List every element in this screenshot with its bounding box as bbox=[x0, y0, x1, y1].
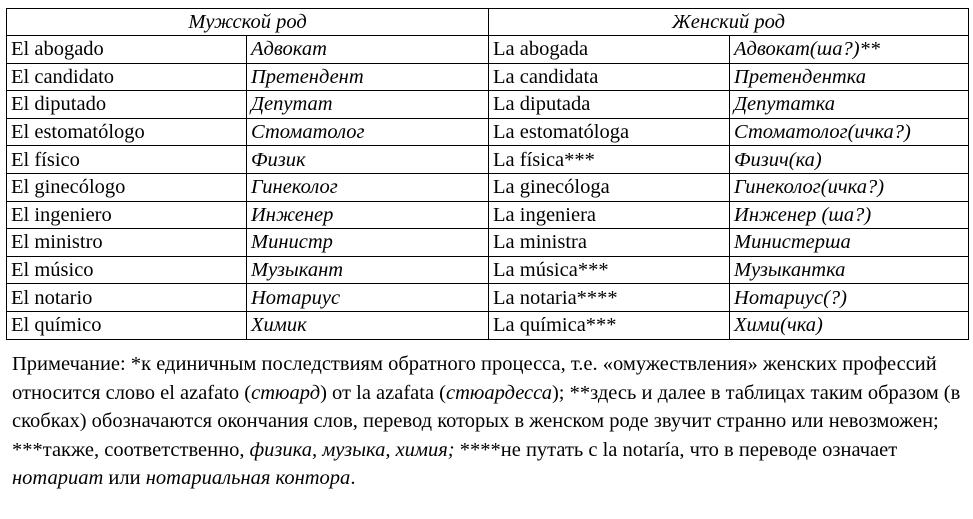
professions-table bbox=[6, 8, 969, 340]
masculine-russian-cell: Стоматолог bbox=[247, 118, 489, 146]
masculine-russian-cell: Адвокат bbox=[247, 36, 489, 64]
masculine-spanish-cell: El notario bbox=[7, 284, 247, 312]
table-row bbox=[7, 201, 969, 229]
feminine-spanish-cell: La candidata bbox=[489, 63, 730, 91]
masculine-spanish-cell: El ingeniero bbox=[7, 201, 247, 229]
masculine-russian-cell: Химик bbox=[247, 311, 489, 339]
table-row bbox=[7, 173, 969, 201]
note-text-6: . bbox=[350, 467, 356, 490]
masculine-spanish-cell: El abogado bbox=[7, 36, 247, 64]
note-italic-notariat: нотариат bbox=[12, 467, 104, 490]
masculine-spanish-cell: El físico bbox=[7, 146, 247, 174]
feminine-spanish-cell: La notaria**** bbox=[489, 284, 730, 312]
feminine-spanish-cell: La ingeniera bbox=[489, 201, 730, 229]
note-text-1: Примечание: *к единичным последствиям обратного процесса, т.е. «омужествления» женских профессий относится слово el azafato ( bbox=[12, 353, 937, 404]
masculine-russian-cell: Претендент bbox=[247, 63, 489, 91]
masculine-spanish-cell: El químico bbox=[7, 311, 247, 339]
feminine-spanish-cell: La química*** bbox=[489, 311, 730, 339]
feminine-spanish-cell: La diputada bbox=[489, 91, 730, 119]
masculine-russian-cell: Инженер bbox=[247, 201, 489, 229]
header-row bbox=[7, 9, 969, 36]
table-row bbox=[7, 284, 969, 312]
masculine-spanish-cell: El estomatólogo bbox=[7, 118, 247, 146]
note-italic-office: нотариальная контора bbox=[145, 467, 351, 490]
table-row bbox=[7, 146, 969, 174]
feminine-russian-cell: Министерша bbox=[730, 229, 969, 257]
table-row bbox=[7, 118, 969, 146]
feminine-russian-cell: Нотариус(?) bbox=[730, 284, 969, 312]
note-text-5: или bbox=[103, 467, 146, 490]
masculine-russian-cell: Музыкант bbox=[247, 256, 489, 284]
feminine-russian-cell: Музыкантка bbox=[730, 256, 969, 284]
feminine-spanish-cell: La música*** bbox=[489, 256, 730, 284]
masculine-spanish-cell: El diputado bbox=[7, 91, 247, 119]
masculine-russian-cell: Депутат bbox=[247, 91, 489, 119]
feminine-russian-cell: Депутатка bbox=[730, 91, 969, 119]
feminine-russian-cell: Претендентка bbox=[730, 63, 969, 91]
masculine-spanish-cell: El ginecólogo bbox=[7, 173, 247, 201]
feminine-russian-cell: Хими(чка) bbox=[730, 311, 969, 339]
footnote bbox=[12, 350, 967, 493]
masculine-russian-cell: Министр bbox=[247, 229, 489, 257]
note-italic-stewardess: стюардесса bbox=[446, 381, 552, 404]
table-row bbox=[7, 91, 969, 119]
feminine-header: Женский род bbox=[489, 9, 969, 36]
note-text-4: ****не путать с la notaría, что в переводе означает bbox=[454, 438, 898, 461]
table-row bbox=[7, 256, 969, 284]
note-italic-sciences: физика, музыка, химия; bbox=[249, 438, 455, 461]
feminine-spanish-cell: La ministra bbox=[489, 229, 730, 257]
table-row bbox=[7, 311, 969, 339]
masculine-russian-cell: Гинеколог bbox=[247, 173, 489, 201]
masculine-russian-cell: Нотариус bbox=[247, 284, 489, 312]
note-text-2: ) от la azafata ( bbox=[320, 381, 447, 404]
feminine-russian-cell: Инженер (ша?) bbox=[730, 201, 969, 229]
table-body bbox=[7, 36, 969, 340]
masculine-spanish-cell: El candidato bbox=[7, 63, 247, 91]
note-text-3: ); **здесь и далее в таблицах таким образом (в скобках) обозначаются окончания слов, перевод которых в женском роде звучит странно или невозможен; ***также, соответственно, bbox=[12, 381, 961, 461]
masculine-spanish-cell: El ministro bbox=[7, 229, 247, 257]
feminine-russian-cell: Гинеколог(ичка?) bbox=[730, 173, 969, 201]
table-row bbox=[7, 229, 969, 257]
feminine-spanish-cell: La ginecóloga bbox=[489, 173, 730, 201]
feminine-spanish-cell: La estomatóloga bbox=[489, 118, 730, 146]
masculine-russian-cell: Физик bbox=[247, 146, 489, 174]
feminine-russian-cell: Адвокат(ша?)** bbox=[730, 36, 969, 64]
feminine-spanish-cell: La física*** bbox=[489, 146, 730, 174]
feminine-russian-cell: Физич(ка) bbox=[730, 146, 969, 174]
table-row bbox=[7, 36, 969, 64]
table-row bbox=[7, 63, 969, 91]
masculine-header: Мужской род bbox=[7, 9, 489, 36]
feminine-spanish-cell: La abogada bbox=[489, 36, 730, 64]
note-italic-steward: стюард bbox=[251, 381, 321, 404]
masculine-spanish-cell: El músico bbox=[7, 256, 247, 284]
feminine-russian-cell: Стоматолог(ичка?) bbox=[730, 118, 969, 146]
